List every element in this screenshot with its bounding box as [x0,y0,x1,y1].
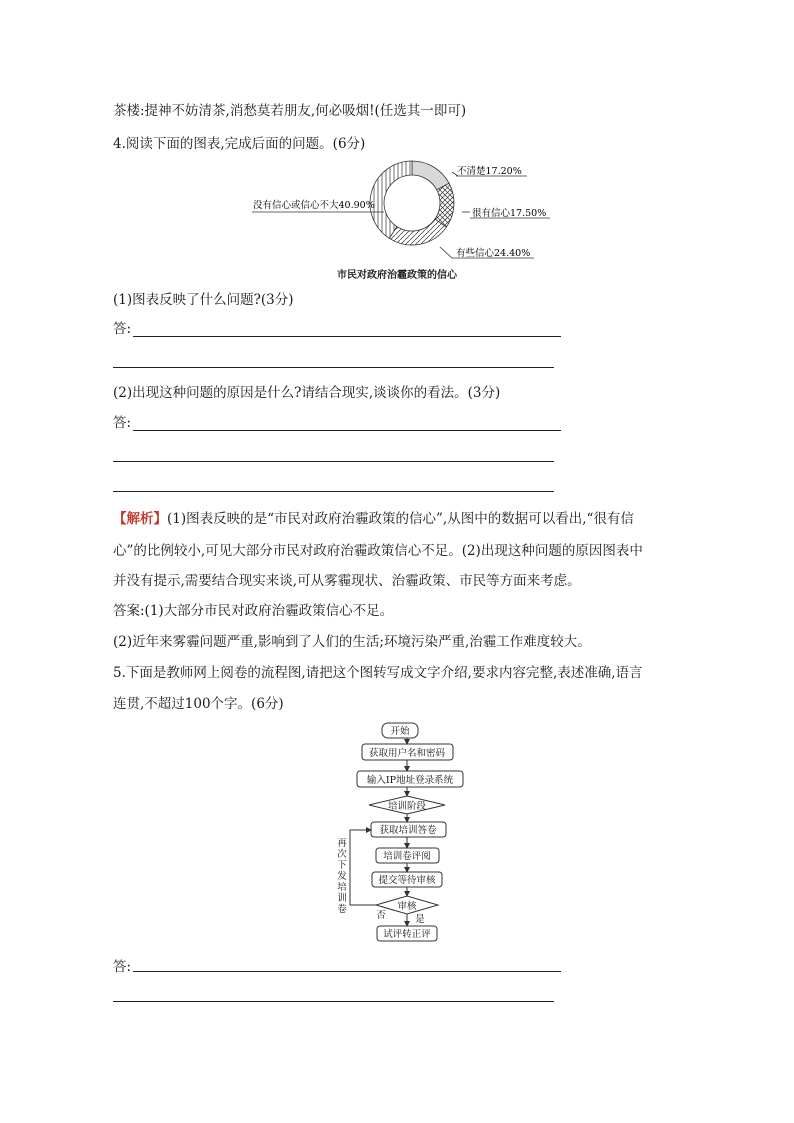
slice-label-some: 有些信心24.40% [456,248,531,259]
slice-very-confident [435,183,454,227]
flow-loop-label-char: 培 [337,882,347,893]
slice-label-very: 很有信心17.50% [472,208,547,219]
flow-start-label: 开始 [390,726,410,737]
slice-not-confident [370,161,412,238]
flow-step5-label: 培训卷评阅 [383,851,431,862]
answer-blank-line[interactable] [113,1001,554,1002]
marking-flowchart [0,718,794,948]
answer-label: 答: [113,415,132,431]
chart-title: 市民对政府治霾政策的信心 [337,270,457,281]
flow-loop-label-char: 再 [337,838,347,849]
teahouse-answer-line: 茶楼:提神不妨清茶,消愁莫若朋友,何必吸烟!(任选其一即可) [113,103,467,119]
answer-blank-line[interactable] [113,491,554,492]
slice-somewhat-confident [389,219,446,245]
flow-end-label: 试评转正评 [383,929,431,940]
answer-blank-line[interactable] [113,461,554,462]
answer-blank-line[interactable] [113,367,554,368]
question-4: 4.阅读下面的图表,完成后面的问题。(6分) [113,136,366,152]
flow-step3-label: 培训阶段 [387,801,427,812]
flow-yes-label: 是 [415,914,425,925]
answer-blank-line[interactable] [133,971,561,972]
question-4-2: (2)出现这种问题的原因是什么?请结合现实,谈谈你的看法。(3分) [113,385,501,401]
slice-label-none: 没有信心或信心不大40.90% [253,200,375,211]
analysis-tag: 【解析】 [113,511,167,527]
question-5-line-1: 5.下面是教师网上阅卷的流程图,请把这个图转写成文字介绍,要求内容完整,表述准确,语言 [113,665,643,681]
analysis-line-2: 心”的比例较小,可见大部分市民对政府治霾政策信心不足。(2)出现这种问题的原因图表中 [113,543,643,559]
flow-decision-label: 审核 [397,901,417,912]
flow-loop-label-char: 训 [337,893,347,904]
slice-label-unclear: 不清楚17.20% [457,166,522,177]
flow-no-label: 否 [376,910,386,921]
answer-line-1: 答案:(1)大部分市民对政府治霾政策信心不足。 [113,603,394,619]
flow-loop-label-char: 卷 [337,904,347,915]
flow-step6-label: 提交等待审核 [378,875,436,886]
analysis-text-1: (1)图表反映的是“市民对政府治霾政策的信心”,从图中的数据可以看出,“很有信 [167,511,634,527]
slice-unclear [412,161,449,190]
flow-step4-label: 获取培训答卷 [379,825,437,836]
confidence-donut-chart [0,150,794,265]
leader-line-some [440,247,452,258]
flow-step2-label: 输入IP地址登录系统 [366,775,454,786]
question-4-1: (1)图表反映了什么问题?(3分) [113,292,294,308]
answer-blank-line[interactable] [133,336,561,337]
flow-loop-label-char: 次 [337,849,347,860]
answer-label: 答: [113,959,132,975]
flow-loop-arrow [350,830,376,905]
question-5-line-2: 连贯,不超过100个字。(6分) [113,696,284,712]
flow-loop-label-char: 下 [337,860,347,871]
answer-blank-line[interactable] [133,430,561,431]
answer-label: 答: [113,321,132,337]
analysis-line-1 [113,509,634,529]
answer-line-2: (2)近年来雾霾问题严重,影响到了人们的生活;环境污染严重,治霾工作难度较大。 [113,634,591,650]
flow-step1-label: 获取用户名和密码 [368,748,446,759]
flow-loop-label-char: 发 [337,871,347,882]
analysis-line-3: 并没有提示,需要结合现实来谈,可从雾霾现状、治霾政策、市民等方面来考虑。 [113,573,581,589]
